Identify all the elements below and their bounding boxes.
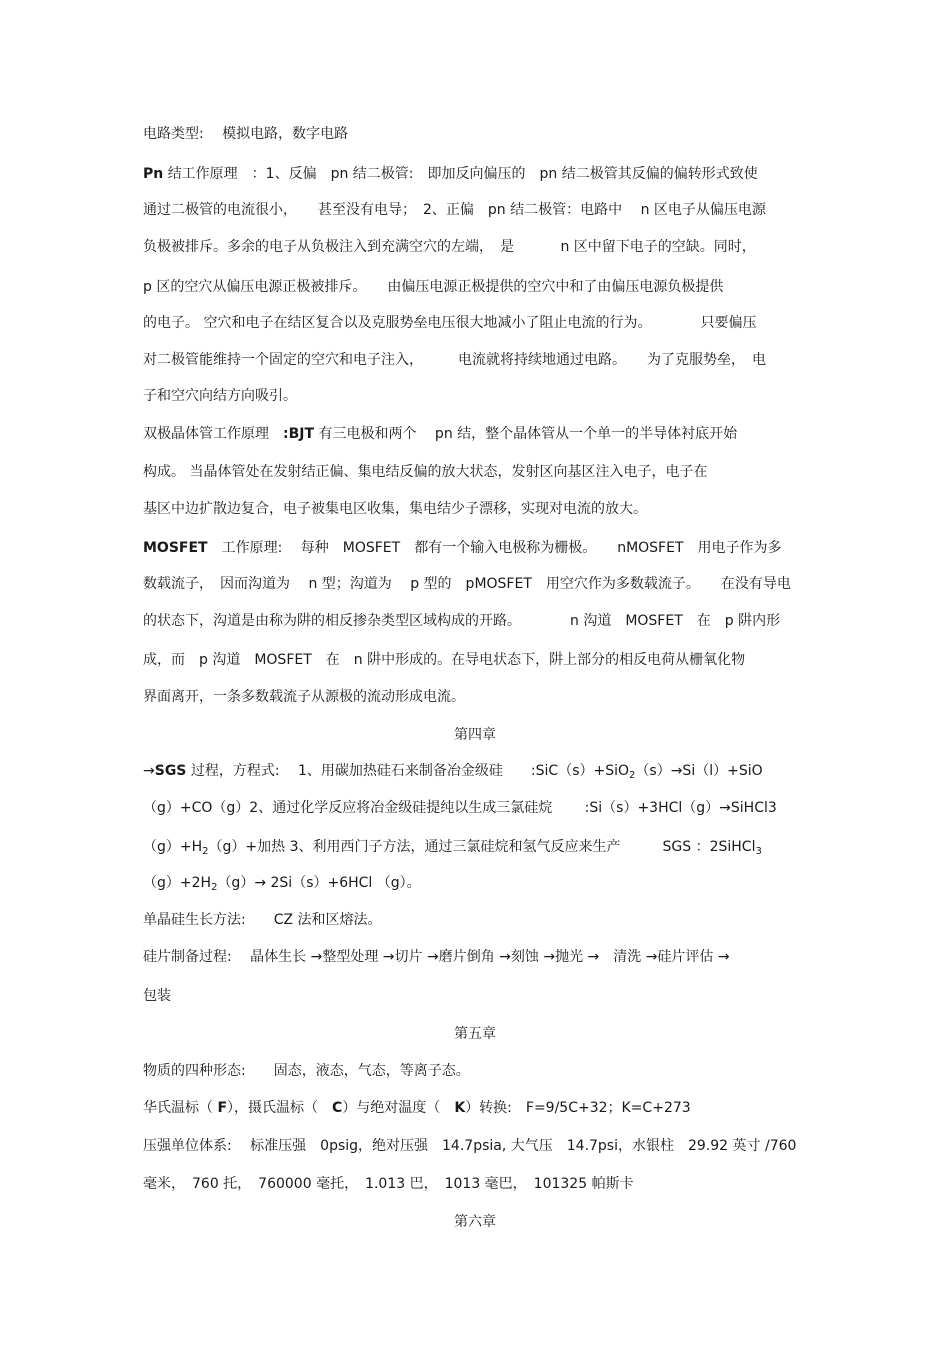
sgs-text-3b: （g）+加热 3、利用西门子方法，通过三氯硅烷和氢气反应来生产 SGS ：2SiHCl: [208, 839, 756, 855]
temp-text-c: ）与绝对温度（: [342, 1100, 455, 1116]
pressure-line-2: 毫米， 760 托， 760000 毫托， 1.013 巴， 1013 毫巴， 101325 帕斯卡: [143, 1176, 634, 1192]
crystal-growth-line: 单晶硅生长方法: CZ 法和区熔法。: [143, 912, 382, 928]
bjt-line-2: 构成。 当晶体管处在发射结正偏、集电结反偏的放大状态，发射区向基区注入电子，电子在: [143, 464, 708, 480]
chapter-5-heading: 第五章: [454, 1026, 496, 1042]
sgs-text-1a: 过程，方程式: 1、用碳加热硅石来制备冶金级硅 :SiC（s）+SiO: [186, 763, 630, 779]
pn-line-2: 通过二极管的电流很小， 甚至没有电导； 2、正偏 pn 结二极管：电路中 n 区电子从偏压电源: [143, 202, 766, 218]
sgs-line-1: [143, 762, 763, 780]
pn-line-5: 的电子。 空穴和电子在结区复合以及克服势垒电压很大地减小了阻止电流的行为。 只要偏压: [143, 315, 757, 331]
states-of-matter-line: 物质的四种形态: 固态，液态，气态，等离子态。: [143, 1063, 470, 1079]
wafer-process-line-1: 硅片制备过程: 晶体生长 →整型处理 →切片 →磨片倒角 →刻蚀 →抛光 → 清洗 →硅片评估 →: [143, 949, 730, 965]
pressure-line-1: 压强单位体系: 标准压强 0psig，绝对压强 14.7psia, 大气压 14.7psi，水银柱 29.92 英寸 /760: [143, 1138, 797, 1154]
temp-f: F: [217, 1100, 228, 1116]
mosfet-line-5: 界面离开，一条多数载流子从源极的流动形成电流。: [143, 689, 465, 705]
temp-c: C: [332, 1100, 343, 1116]
sgs-text-4b: （g）→ 2Si（s）+6HCl （g）。: [217, 875, 421, 891]
pn-text-1: 结工作原理 ：1、反偏 pn 结二极管: 即加反向偏压的 pn 结二极管其反偏的偏转形式致使: [167, 166, 758, 182]
bjt-text-1: 有三电极和两个 pn 结，整个晶体管从一个单一的半导体衬底开始: [314, 426, 738, 442]
sgs-text-3a: （g）+H: [143, 839, 203, 855]
temp-text-b: ），摄氏温标（: [227, 1100, 333, 1116]
subscript-2: 2: [211, 882, 218, 893]
subscript-3: 3: [755, 846, 762, 857]
chapter-4-heading: 第四章: [454, 727, 496, 743]
pn-line-4: p 区的空穴从偏压电源正极被排斥。 由偏压电源正极提供的空穴中和了由偏压电源负极提供: [143, 279, 724, 295]
circuit-types-text: 模拟电路，数字电路: [222, 126, 349, 142]
mosfet-title: MOSFET: [143, 540, 208, 556]
circuit-types-line: [143, 125, 348, 143]
pn-title: Pn: [143, 166, 164, 182]
sgs-text-1b: （s）→Si（l）+SiO: [635, 763, 763, 779]
temp-k: K: [454, 1100, 466, 1116]
pn-line-3: 负极被排斥。多余的电子从负极注入到充满空穴的左端， 是 n 区中留下电子的空缺。同时，: [143, 239, 756, 255]
temp-text-a: 华氏温标（: [143, 1100, 218, 1116]
sgs-line-3: [143, 838, 762, 856]
sgs-line-4: [143, 874, 421, 892]
pn-line-1: [143, 165, 758, 183]
subscript-2: 2: [629, 770, 636, 781]
pn-line-6: 对二极管能维持一个固定的空穴和电子注入， 电流就将持续地通过电路。 为了克服势垒， 电: [143, 352, 766, 368]
pn-line-7: 子和空穴向结方向吸引。: [143, 388, 297, 404]
mosfet-line-3: 的状态下，沟道是由称为阱的相反掺杂类型区域构成的开路。 n 沟道 MOSFET 在 p 阱内形: [143, 613, 781, 629]
mosfet-line-2: 数载流子， 因而沟道为 n 型；沟道为 p 型的 pMOSFET 用空穴作为多数载流子。 在没有导电: [143, 576, 791, 592]
chapter-6-heading: 第六章: [454, 1214, 496, 1230]
mosfet-line-1: [143, 539, 782, 557]
mosfet-line-4: 成，而 p 沟道 MOSFET 在 n 阱中形成的。在导电状态下，阱上部分的相反电荷从栅氧化物: [143, 652, 746, 668]
sgs-text-4a: （g）+2H: [143, 875, 212, 891]
sgs-title: SGS: [154, 763, 187, 779]
bjt-line-1: [143, 425, 737, 443]
temperature-line: [143, 1099, 691, 1117]
mosfet-text-1: 工作原理: 每种 MOSFET 都有一个输入电极称为栅极。 nMOSFET 用电子作为多: [207, 540, 782, 556]
bjt-line-3: 基区中边扩散边复合，电子被集电区收集，集电结少子漂移，实现对电流的放大。: [143, 501, 647, 517]
bjt-abbr: :BJT: [283, 426, 315, 442]
wafer-process-line-2: 包装: [143, 988, 171, 1004]
sgs-line-2: （g）+CO（g）2、通过化学反应将冶金级硅提纯以生成三氯硅烷 :Si（s）+3HCl（g）→SiHCl3: [143, 800, 777, 816]
bjt-title: 双极晶体管工作原理: [143, 426, 283, 442]
circuit-types-label: 电路类型:: [143, 126, 204, 142]
subscript-2: 2: [202, 846, 209, 857]
temp-text-d: ）转换: F=9/5C+32；K=C+273: [465, 1100, 691, 1116]
arrow-icon: →: [143, 763, 155, 779]
